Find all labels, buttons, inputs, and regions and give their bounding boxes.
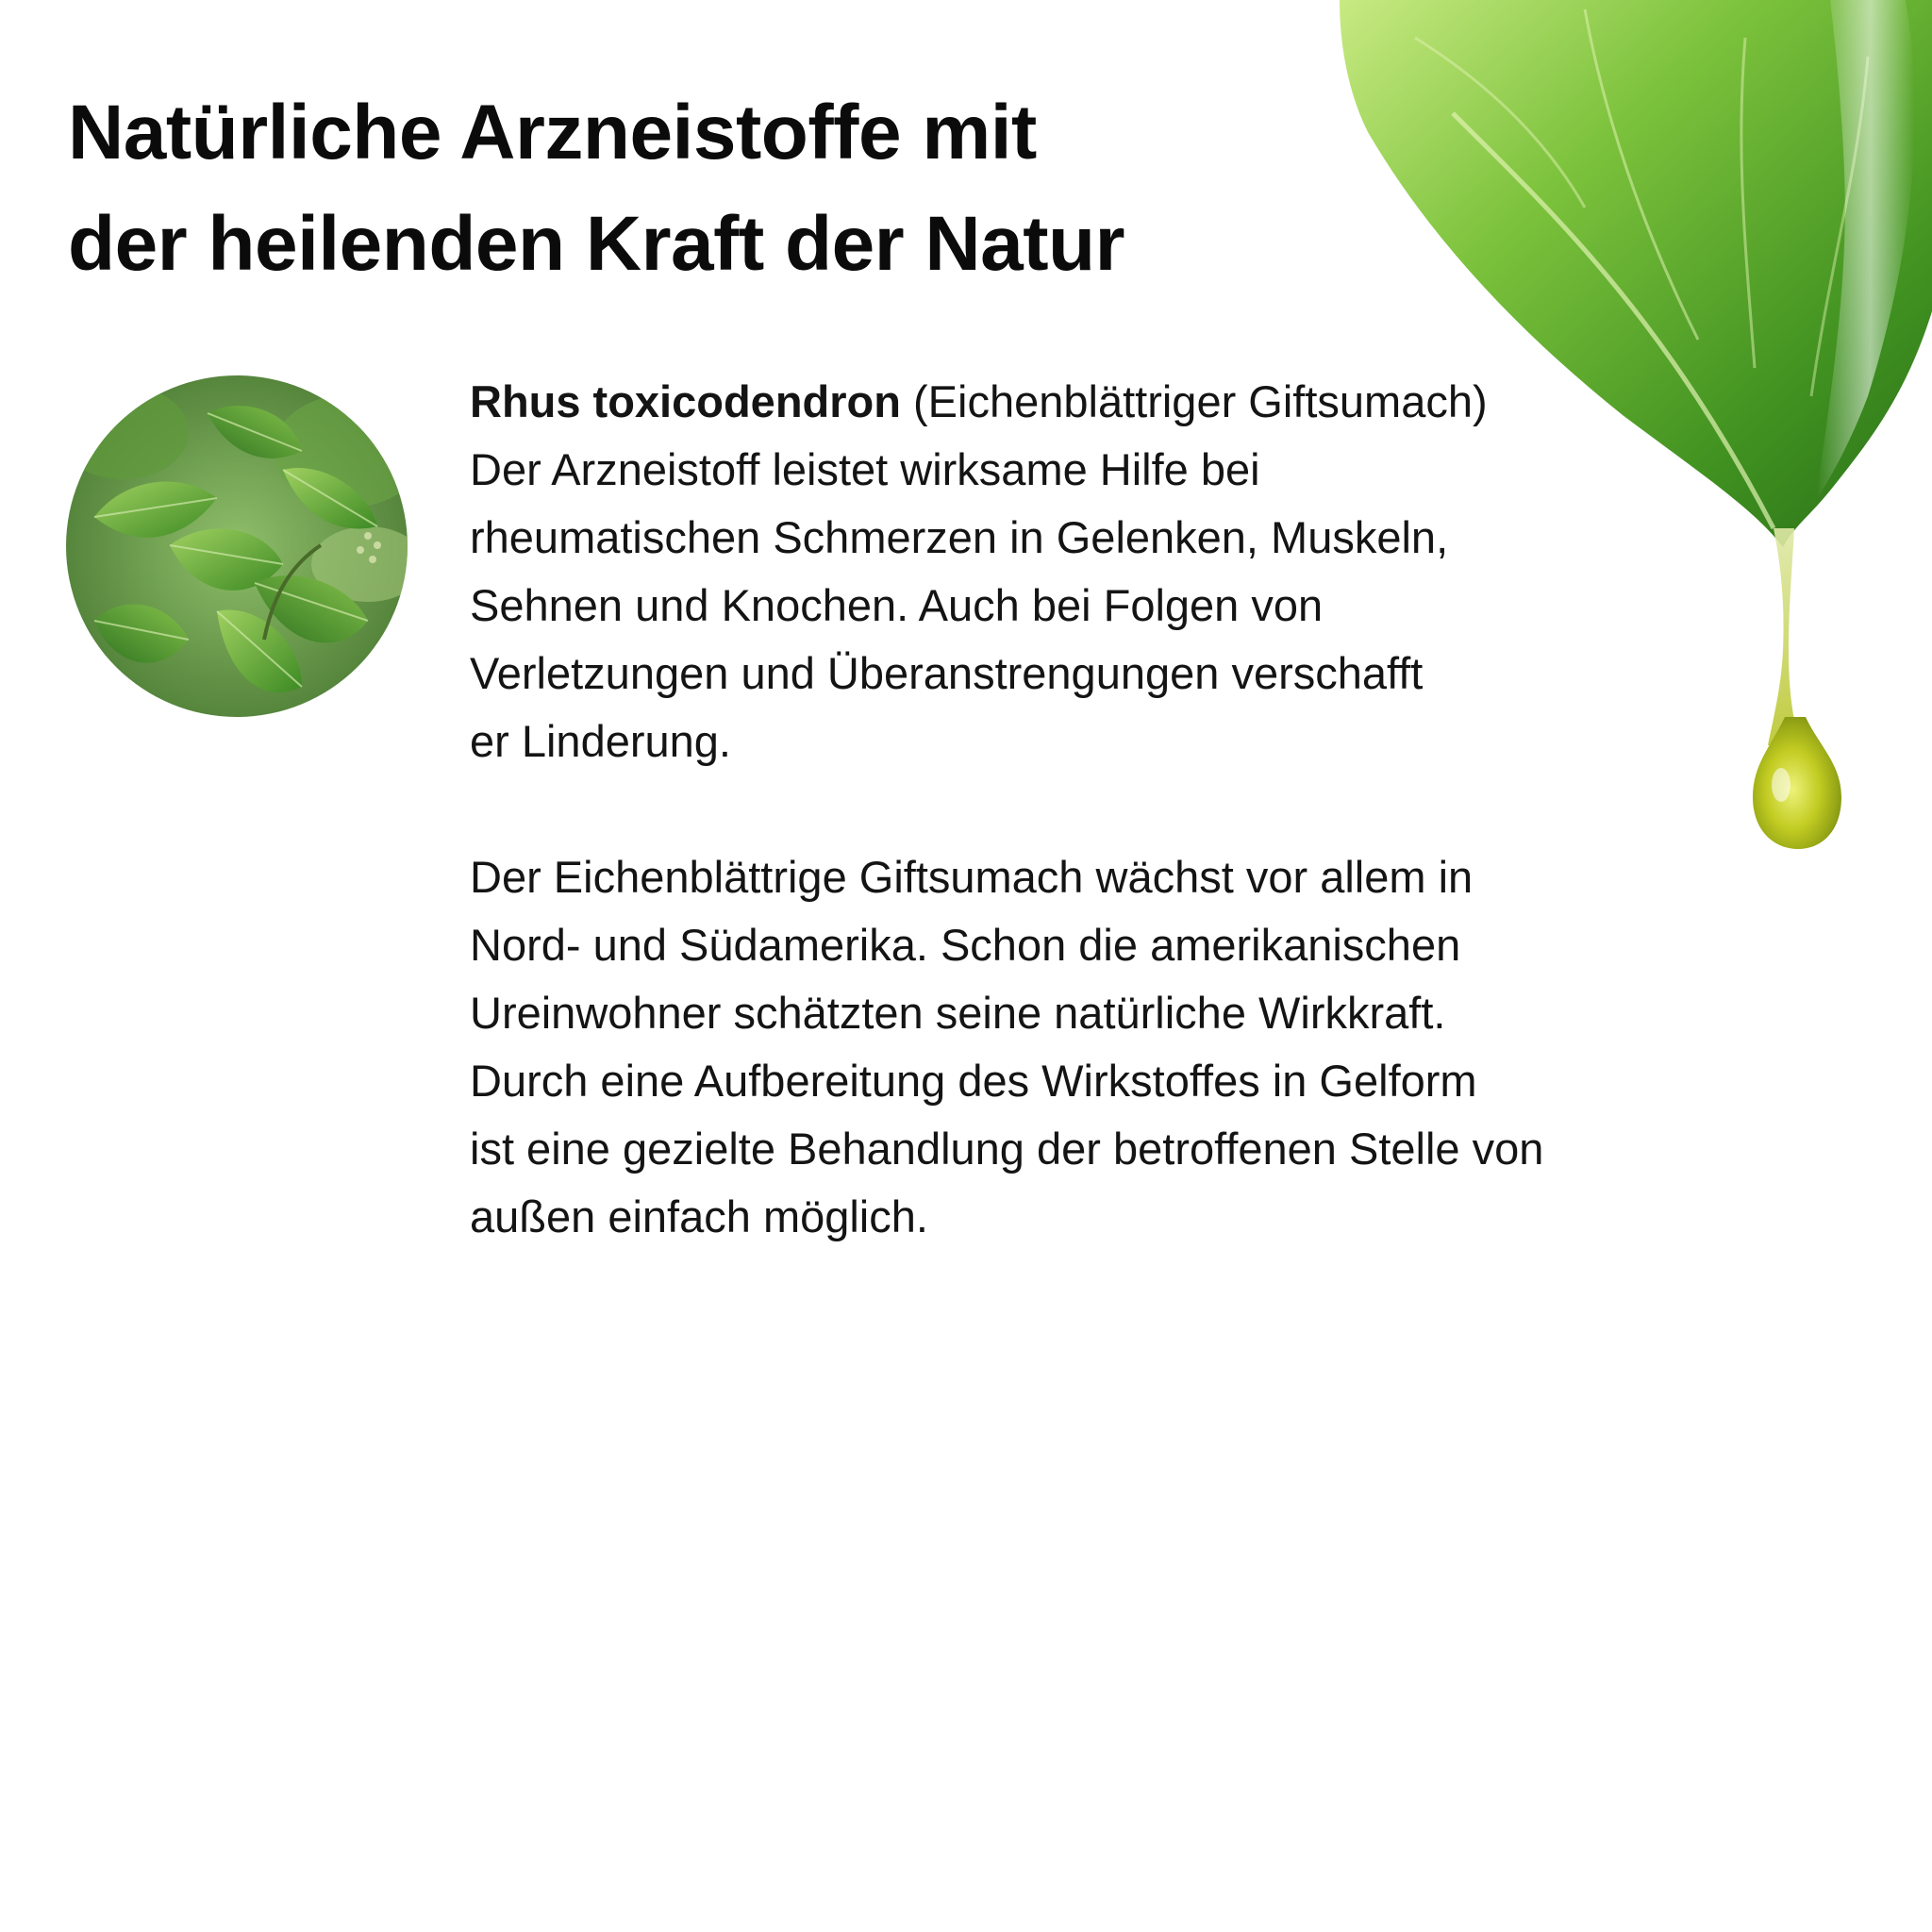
body-line: Nord- und Südamerika. Schon die amerikanischen [470,920,1461,970]
paragraph-spacer [470,775,1696,843]
body-paragraph [470,843,1696,1251]
intro-line: Der Arzneistoff leistet wirksame Hilfe bei [470,444,1260,494]
page-headline [68,77,1124,300]
headline-line-1: Natürliche Arzneistoffe mit [68,90,1037,175]
body-line: Ureinwohner schätzten seine natürliche Wirkkraft. [470,988,1446,1038]
body-line: außen einfach möglich. [470,1191,928,1241]
intro-line: Verletzungen und Überanstrengungen verschafft [470,648,1424,698]
intro-line: Sehnen und Knochen. Auch bei Folgen von [470,580,1324,630]
body-line: Durch eine Aufbereitung des Wirkstoffes in Gelform [470,1056,1477,1106]
plant-photo [66,375,408,717]
headline-line-2: der heilenden Kraft der Natur [68,201,1125,287]
intro-title-line [470,368,1696,436]
plant-latin-name: Rhus toxicodendron [470,376,901,426]
article-text [470,368,1696,1251]
intro-paragraph [470,368,1696,775]
plant-common-name: (Eichenblättriger Giftsumach) [900,376,1488,426]
intro-line: rheumatischen Schmerzen in Gelenken, Muskeln, [470,512,1449,562]
body-line: Der Eichenblättrige Giftsumach wächst vor allem in [470,852,1474,902]
body-line: ist eine gezielte Behandlung der betroffenen Stelle von [470,1124,1544,1174]
intro-line: er Linderung. [470,716,731,766]
